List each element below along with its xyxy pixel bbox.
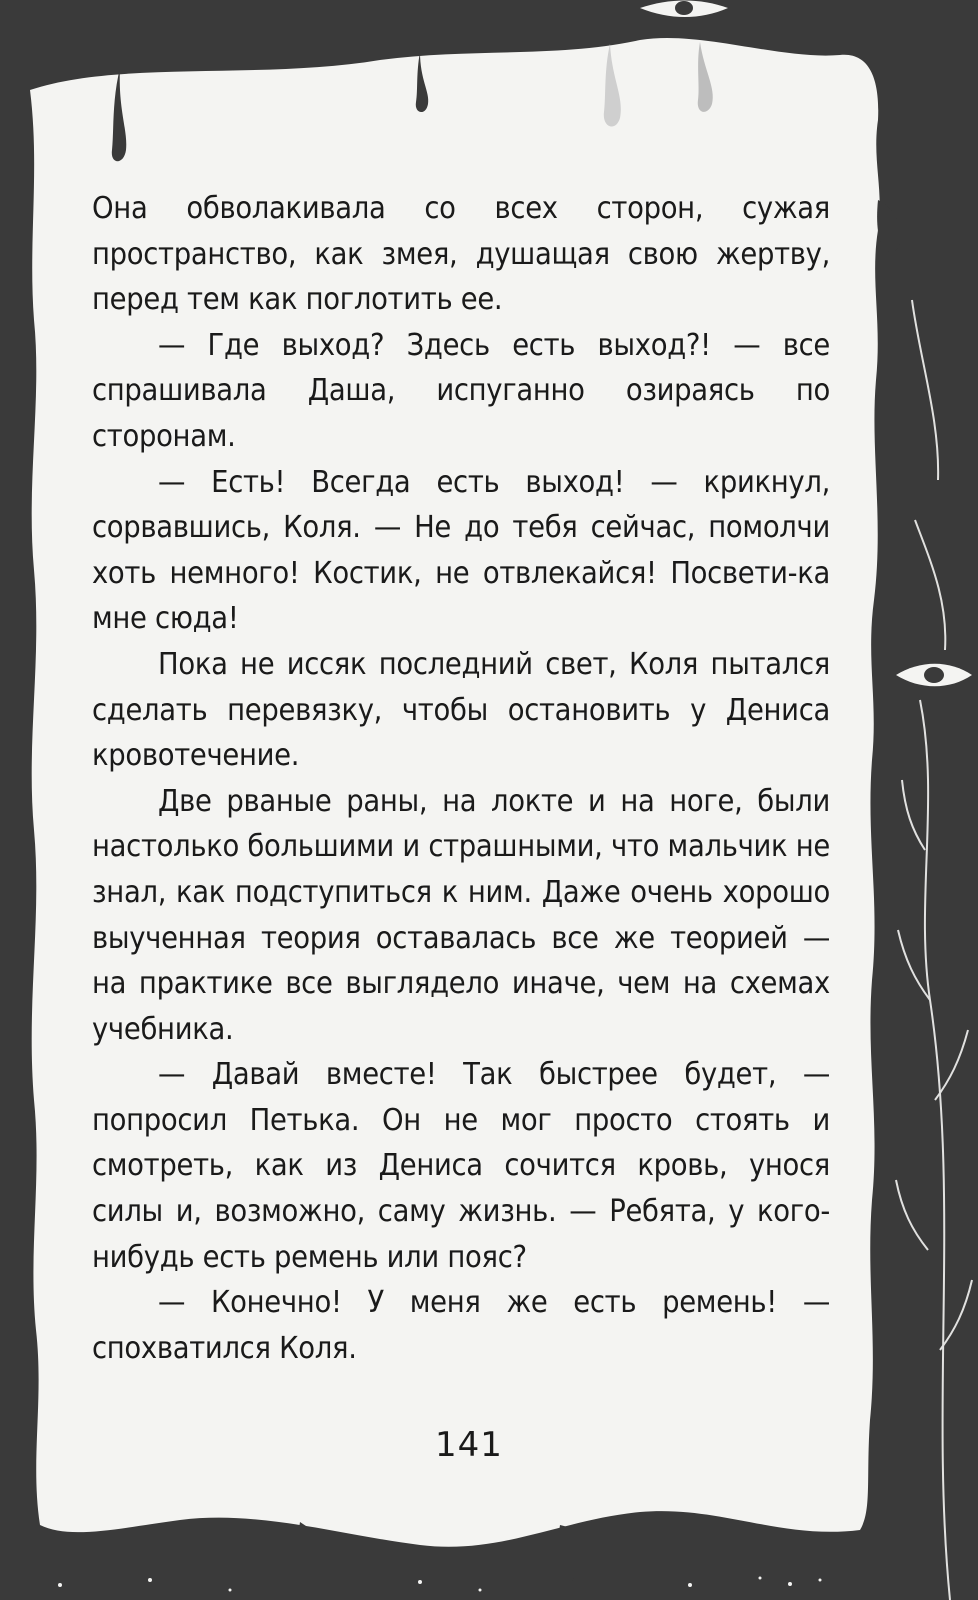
paragraph: — Давай вместе! Так быстрее будет, — попросил Петька. Он не мог просто стоять и смотреть, как из Дениса сочится кровь, унося силы и, возможно, саму жизнь. — Ребята, у кого-нибудь есть ремень или пояс?: [92, 1057, 830, 1275]
paragraph: Она обволакивала со всех сторон, сужая пространство, как змея, душащая свою жертву, перед тем как поглотить ее.: [92, 191, 830, 318]
paragraph: Две рваные раны, на локте и на ноге, были настолько большими и страшными, что мальчик не знал, как подступиться к ним. Даже очень хорошо выученная теория оставалась все же теорией — на практике все выглядело иначе, чем на схемах учебника.: [92, 783, 830, 1047]
body-text: [92, 186, 830, 1371]
paragraph: — Где выход? Здесь есть выход?! — все спрашивала Даша, испуганно озираясь по сторонам.: [92, 327, 830, 454]
paragraph: — Есть! Всегда есть выход! — крикнул, сорвавшись, Коля. — Не до тебя сейчас, помолчи хоть немного! Костик, не отвлекайся! Посвети-ка мне сюда!: [92, 464, 830, 637]
page-number: 141: [435, 1425, 503, 1465]
paragraph: Пока не иссяк последний свет, Коля пытался сделать перевязку, чтобы остановить у Дениса кровотечение.: [92, 646, 830, 774]
paragraph: — Конечно! У меня же есть ремень! — спохватился Коля.: [92, 1285, 830, 1366]
